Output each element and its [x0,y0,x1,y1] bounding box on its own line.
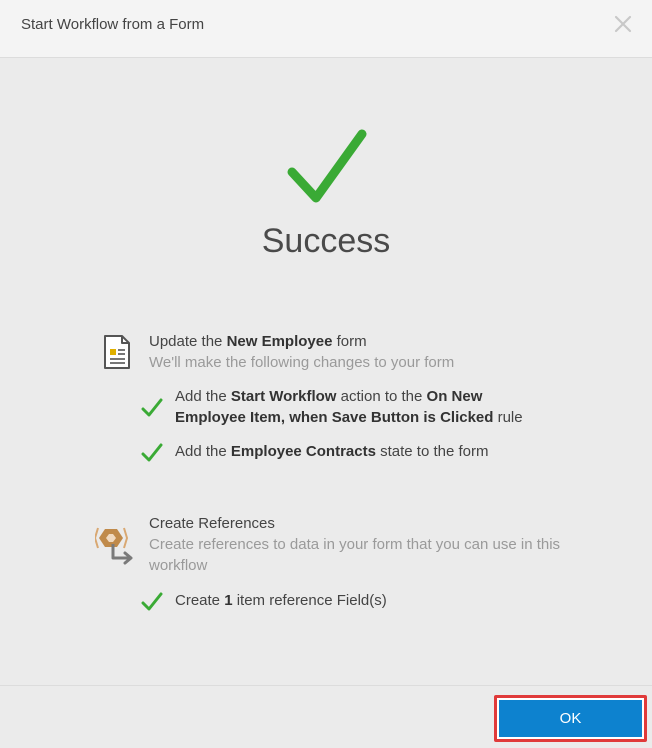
change-item-employee-contracts: Add the Employee Contracts state to the form [175,443,489,460]
change-item-start-workflow: Add the Start Workflow action to the On New Employee Item, when Save Button is Clicked rule [175,388,523,426]
reference-item: Create 1 item reference Field(s) [175,592,387,609]
check-icon [141,443,163,463]
check-icon [141,592,163,612]
close-icon[interactable] [609,10,637,38]
form-section-subtitle: We'll make the following changes to your form [149,354,455,371]
dialog-header [0,0,652,58]
dialog-title: Start Workflow from a Form [21,16,205,33]
references-section-subtitle: Create references to data in your form that you can use in this workflow [149,536,561,574]
success-heading: Success [261,222,391,260]
form-section-heading: Update the New Employee form [149,333,367,350]
references-section-heading: Create References [149,515,275,532]
form-document-icon [102,334,132,370]
check-icon [141,398,163,418]
success-check-icon [286,128,368,206]
create-references-icon [95,526,139,566]
ok-button[interactable]: OK [499,700,642,737]
